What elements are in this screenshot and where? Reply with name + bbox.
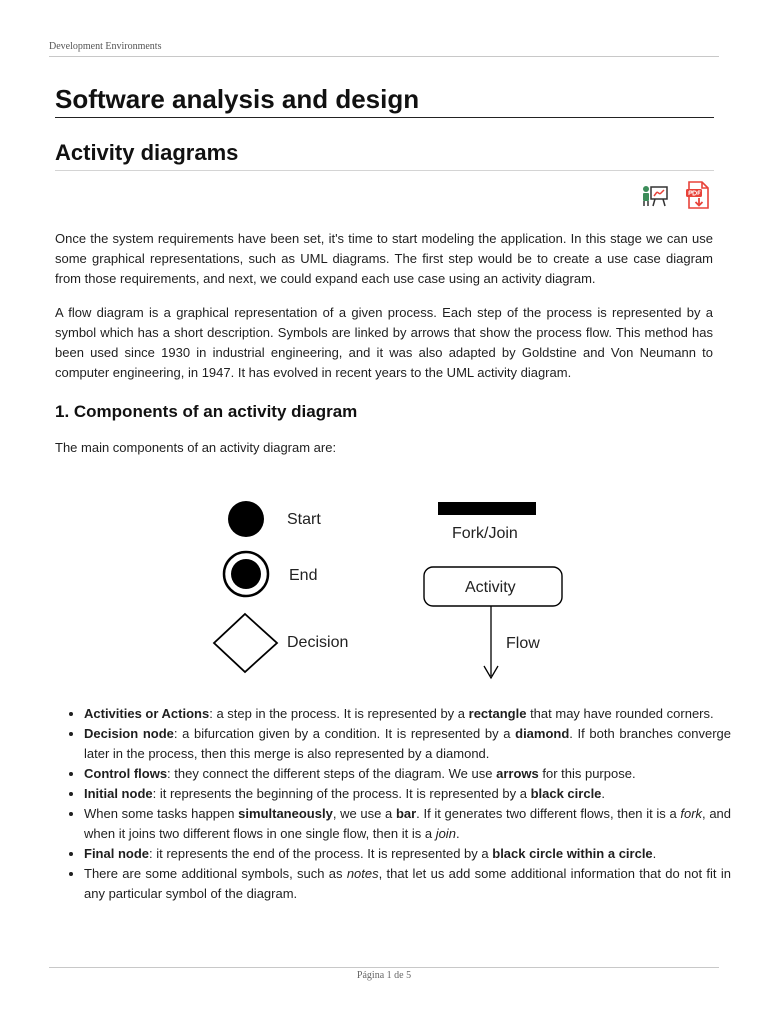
end-node-inner	[231, 559, 261, 589]
decision-label: Decision	[287, 634, 349, 651]
list-item: • When some tasks happen simultaneously, we use a bar. If it generates two different flows, then it is a fork, and when it joins two different flows in one single flow, then it is a join.	[84, 804, 731, 844]
running-header: Development Environments	[49, 41, 719, 57]
list-item: • Activities or Actions: a step in the process. It is represented by a rectangle that may have rounded corners.	[84, 704, 731, 724]
flow-label: Flow	[506, 635, 540, 652]
activity-label: Activity	[465, 579, 516, 596]
start-node-symbol	[228, 501, 264, 537]
list-item: • There are some additional symbols, such as notes, that let us add some additional information that do not fit in any particular symbol of the diagram.	[84, 864, 731, 904]
section-title: Activity diagrams	[55, 140, 714, 171]
components-list	[66, 704, 731, 904]
components-intro: The main components of an activity diagram are:	[55, 440, 337, 455]
decision-symbol	[214, 614, 277, 672]
subsection-title: 1. Components of an activity diagram	[55, 402, 358, 421]
fork-join-bar	[438, 502, 536, 515]
resource-icons	[638, 179, 714, 211]
start-label: Start	[287, 511, 321, 528]
intro-paragraph-1: Once the system requirements have been set, it's time to start modeling the application. In this stage we can use some graphical representations, such as UML diagrams. The first step would be to create a use case diagram from those requirements, and next, we could expand each use case using an activity diagram.	[55, 231, 713, 286]
components-diagram	[200, 488, 580, 684]
list-item: • Final node: it represents the end of the process. It is represented by a black circle within a circle.	[84, 844, 731, 864]
list-item: • Initial node: it represents the beginning of the process. It is represented by a black circle.	[84, 784, 731, 804]
presentation-icon[interactable]	[638, 179, 670, 211]
list-item: • Control flows: they connect the different steps of the diagram. We use arrows for this purpose.	[84, 764, 731, 784]
list-item: • Decision node: a bifurcation given by a condition. It is represented by a diamond. If both branches converge later in the process, then this merge is also represented by a diamond.	[84, 724, 731, 764]
end-label: End	[289, 567, 318, 584]
pdf-download-icon[interactable]	[682, 179, 714, 211]
page-footer: Página 1 de 5	[49, 967, 719, 981]
page-title: Software analysis and design	[55, 84, 714, 118]
intro-paragraph-2: A flow diagram is a graphical representation of a given process. Each step of the process is represented by a symbol which has a short description. Symbols are linked by arrows that show the process flow. This method has been used since 1930 in industrial engineering, and it was also adapted by Goldstine and Von Neumann to computer engineering, in 1947. It has evolved in recent years to the UML activity diagram.	[55, 305, 713, 380]
fork-join-label: Fork/Join	[452, 525, 518, 542]
